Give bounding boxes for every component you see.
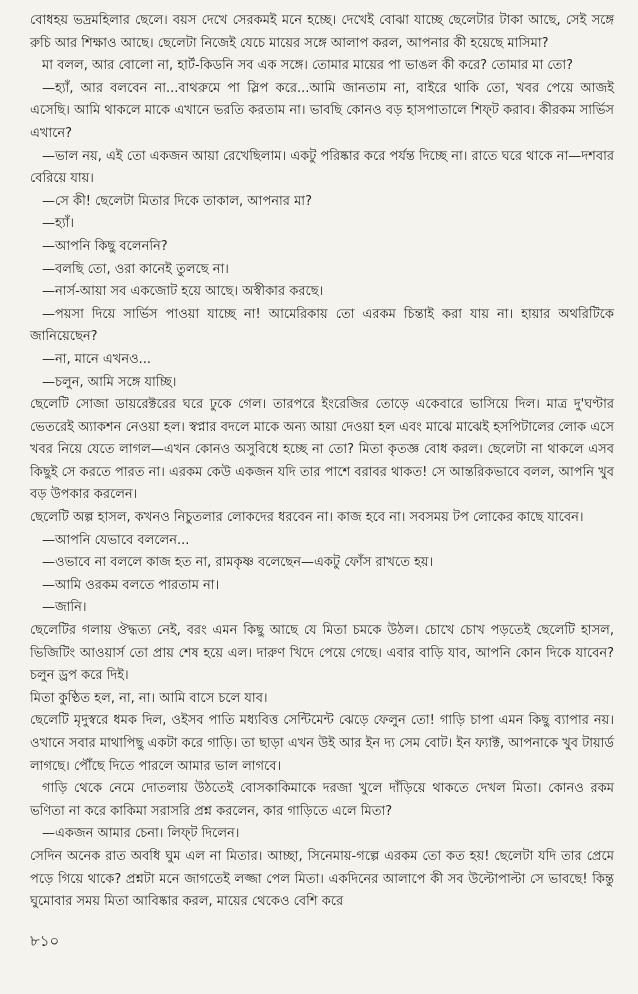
paragraph: —চলুন, আমি সঙ্গে যাচ্ছি। (42, 374, 177, 390)
paragraph: —আমি ওরকম বলতে পারতাম না। (42, 577, 220, 593)
paragraph: মা বলল, আর বোলো না, হার্ট-কিডনি সব এক সঙ্গে। তোমার মায়ের পা ভাঙল কী করে? তোমার মা তো? (42, 58, 574, 74)
paragraph: —হ্যাঁ। (42, 216, 75, 232)
paragraph: —জানি। (42, 600, 87, 616)
paragraph: ছেলেটি মৃদুস্বরে ধমক দিল, ওইসব পাতি মধ্যবিত্ত সেন্টিমেন্ট ঝেড়ে ফেলুন তো! গাড়ি চাপা এমন কিছু ব্যাপার নয়। ওখানে সবার মাথাপিছু একটা করে গাড়ি। তা ছাড়া এখন উই আর ইন দ্য সেম বোট। ইন ফ্যাক্ট, আপনাকে খুব টায়ার্ড লাগছে। পৌঁছে দিতে পারলে আমার ভাল লাগবে। (30, 713, 614, 774)
paragraph: —নার্স-আয়া সব একজোট হয়ে আছে। অস্বীকার করছে। (42, 284, 324, 300)
paragraph: সেদিন অনেক রাত অবধি ঘুম এল না মিতার। আচ্ছা, সিনেমায়-গল্পে এরকম তো কত হয়! ছেলেটা যদি তার প্রেমে পড়ে গিয়ে থাকে? প্রশ্নটা মনে জাগতেই লজ্জা পেল মিতা। একদিনের আলাপে কী সব উল্টোপাল্টা সে ভাবছে! কিন্তু ঘুমোবার সময় মিতা আবিষ্কার করল, মায়ের থেকেও বেশি করে (30, 848, 614, 910)
paragraph: ছেলেটি অল্প হাসল, কখনও নিচুতলার লোকদের ধরবেন না। কাজ হবে না। সবসময় টপ লোকের কাছে যাবেন। (30, 510, 584, 526)
paragraph: —সে কী! ছেলেটা মিতার দিকে তাকাল, আপনার মা? (42, 193, 312, 209)
paragraph: —আপনি যেভাবে বললেন... (42, 532, 190, 548)
paragraph: বোধহয় ভদ্রমহিলার ছেলে। বয়স দেখে সেরকমই মনে হচ্ছে। দেখেই বোঝা যাচ্ছে ছেলেটার টাকা আছে, সেই সঙ্গে রুচি আর শিক্ষাও আছে। ছেলেটা নিজেই যেচে মায়ের সঙ্গে আলাপ করল, আপনার কী হয়েছে মাসিমা? (30, 13, 614, 51)
paragraph: মিতা কুণ্ঠিত হল, না, না। আমি বাসে চলে যাব। (30, 690, 268, 706)
page-number: ৮১০ (30, 932, 60, 950)
paragraph: —ভাল নয়, এই তো একজন আয়া রেখেছিলাম। একটু পরিষ্কার করে পর্যন্ত দিচ্ছে না। রাতে ঘরে থাকে না—দশবার বেরিয়ে যায়। (30, 148, 614, 187)
paragraph: —একজন আমার চেনা। লিফ্‌ট দিলেন। (42, 826, 240, 842)
paragraph: —আপনি কিছু বলেননি? (42, 238, 168, 254)
paragraph: ছেলেটির গলায় ঔদ্ধত্য নেই, বরং এমন কিছু আছে যে মিতা চমকে উঠল। চোখে চোখ পড়তেই ছেলেটি হাসল, ভিজিটিং আওয়ার্স তো প্রায় শেষ হয়ে এল। দারুণ খিদে পেয়ে গেছে। এবার বাড়ি যাব, আপনি কোন দিকে যাবেন? চলুন ড্রপ করে দিই। (30, 623, 614, 684)
paragraph: —ওভাবে না বললে কাজ হত না, রামকৃষ্ণ বলেছেন—একটু ফোঁস রাখতে হয়। (42, 555, 434, 571)
body-text (30, 10, 614, 914)
paragraph: —বলছি তো, ওরা কানেই তুলছে না। (42, 261, 229, 277)
paragraph: ছেলেটি সোজা ডায়রেক্টরের ঘরে ঢুকে গেল। তারপরে ইংরেজির তোড়ে একেবারে ভাসিয়ে দিল। মাত্র দু'ঘণ্টার ভেতরেই অ্যাকশন নেওয়া হল। স্বপ্নার বদলে মাকে অন্য আয়া দেওয়া হল এবং মাঝে মাঝেই হসপিটালের লোক এসে খবর নিয়ে যেতে লাগল—এখন কোনও অসুবিধে হচ্ছে না তো? মিতা কৃতজ্ঞ বোধ করল। ছেলেটা না থাকলে এসব কিছুই সে করতে পারত না। এরকম কেউ একজন যদি তার পাশে বরাবর থাকত! সে আন্তরিকভাবে বলল, আপনি খুব বড় উপকার করলেন। (30, 397, 614, 503)
paragraph: —হ্যাঁ, আর বলবেন না...বাথরুমে পা স্লিপ করে...আমি জানতাম না, বাইরে থাকি তো, খবর পেয়ে আজই এসেছি। আমি থাকলে মাকে এখানে ভরতি করতাম না। ভাবছি কোনও বড় হাসপাতালে শিফ্‌ট করাব। কীরকম সার্ভিস এখানে? (30, 80, 614, 141)
paragraph: গাড়ি থেকে নেমে দোতলায় উঠতেই বোসকাকিমাকে দরজা খুলে দাঁড়িয়ে থাকতে দেখল মিতা। কোনও রকম ভণিতা না করে কাকিমা সরাসরি প্রশ্ন করলেন, কার গাড়িতে এলে মিতা? (30, 781, 614, 819)
paragraph: —না, মানে এখনও... (42, 351, 152, 367)
paragraph: —পয়সা দিয়ে সার্ভিস পাওয়া যাচ্ছে না! আমেরিকায় তো এরকম চিন্তাই করা যায় না। হায়ার অথরিটিকে জানিয়েছেন? (30, 306, 614, 345)
